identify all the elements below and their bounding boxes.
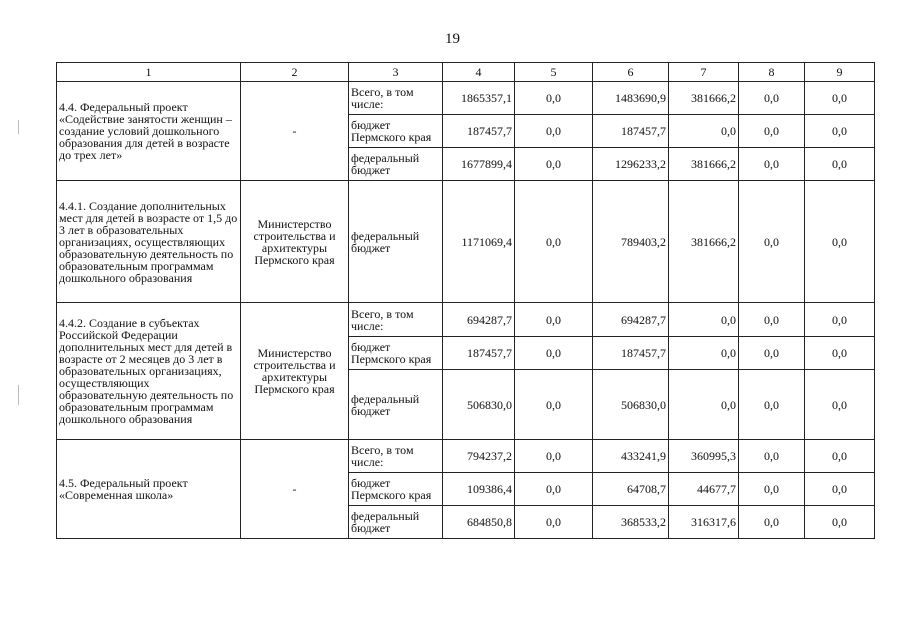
amount-cell: 506830,0 (593, 370, 669, 440)
funding-source-cell: Всего, в том числе: (349, 303, 443, 337)
scan-edge-mark (18, 120, 19, 134)
executor-cell: Министерство строительства и архитектуры Пермского края (241, 181, 349, 303)
amount-cell: 0,0 (515, 440, 593, 473)
amount-total-cell: 109386,4 (443, 473, 515, 506)
amount-cell: 789403,2 (593, 181, 669, 303)
amount-cell: 64708,7 (593, 473, 669, 506)
amount-cell: 0,0 (515, 506, 593, 539)
amount-cell: 187457,7 (593, 337, 669, 370)
amount-cell: 0,0 (805, 115, 875, 148)
table-row (57, 303, 875, 337)
measure-name-cell: 4.5. Федеральный проект «Современная школа» (57, 440, 241, 539)
amount-cell: 381666,2 (669, 82, 739, 115)
amount-cell: 44677,7 (669, 473, 739, 506)
amount-cell: 0,0 (515, 370, 593, 440)
funding-source-cell: федеральный бюджет (349, 370, 443, 440)
amount-cell: 0,0 (805, 303, 875, 337)
amount-total-cell: 1171069,4 (443, 181, 515, 303)
amount-cell: 0,0 (739, 473, 805, 506)
table-row (57, 181, 875, 303)
column-header: 3 (349, 63, 443, 82)
amount-total-cell: 684850,8 (443, 506, 515, 539)
table-row (57, 440, 875, 473)
funding-source-cell: бюджет Пермского края (349, 115, 443, 148)
amount-cell: 0,0 (805, 506, 875, 539)
amount-cell: 433241,9 (593, 440, 669, 473)
amount-cell: 0,0 (669, 115, 739, 148)
page-number: 19 (445, 31, 460, 47)
amount-cell: 381666,2 (669, 181, 739, 303)
measure-name-cell: 4.4. Федеральный проект «Содействие занятости женщин – создание условий дошкольного образования для детей в возрасте до трех лет» (57, 82, 241, 181)
amount-total-cell: 187457,7 (443, 115, 515, 148)
column-header: 1 (57, 63, 241, 82)
executor-cell: Министерство строительства и архитектуры Пермского края (241, 303, 349, 440)
funding-source-cell: Всего, в том числе: (349, 82, 443, 115)
amount-cell: 0,0 (669, 303, 739, 337)
budget-table (56, 62, 875, 539)
amount-cell: 381666,2 (669, 148, 739, 181)
amount-cell: 0,0 (739, 370, 805, 440)
funding-source-cell: бюджет Пермского края (349, 337, 443, 370)
funding-source-cell: федеральный бюджет (349, 181, 443, 303)
amount-cell: 0,0 (739, 506, 805, 539)
amount-cell: 0,0 (739, 115, 805, 148)
amount-cell: 0,0 (805, 337, 875, 370)
column-header: 7 (669, 63, 739, 82)
amount-total-cell: 1865357,1 (443, 82, 515, 115)
amount-total-cell: 506830,0 (443, 370, 515, 440)
amount-total-cell: 794237,2 (443, 440, 515, 473)
amount-cell: 0,0 (515, 337, 593, 370)
funding-source-cell: бюджет Пермского края (349, 473, 443, 506)
amount-cell: 0,0 (805, 82, 875, 115)
amount-cell: 0,0 (805, 440, 875, 473)
amount-cell: 0,0 (515, 148, 593, 181)
amount-cell: 694287,7 (593, 303, 669, 337)
executor-cell: - (241, 82, 349, 181)
column-header: 8 (739, 63, 805, 82)
amount-cell: 0,0 (805, 181, 875, 303)
amount-cell: 368533,2 (593, 506, 669, 539)
amount-cell: 0,0 (739, 303, 805, 337)
scan-edge-mark (18, 385, 19, 405)
amount-cell: 187457,7 (593, 115, 669, 148)
amount-cell: 316317,6 (669, 506, 739, 539)
funding-source-cell: федеральный бюджет (349, 148, 443, 181)
funding-source-cell: федеральный бюджет (349, 506, 443, 539)
column-header: 4 (443, 63, 515, 82)
amount-total-cell: 1677899,4 (443, 148, 515, 181)
amount-cell: 0,0 (669, 337, 739, 370)
column-header: 9 (805, 63, 875, 82)
amount-cell: 1483690,9 (593, 82, 669, 115)
amount-cell: 0,0 (739, 440, 805, 473)
amount-cell: 0,0 (739, 148, 805, 181)
amount-cell: 0,0 (515, 473, 593, 506)
amount-cell: 0,0 (805, 473, 875, 506)
funding-source-cell: Всего, в том числе: (349, 440, 443, 473)
amount-cell: 0,0 (515, 115, 593, 148)
amount-cell: 0,0 (515, 82, 593, 115)
amount-cell: 0,0 (739, 82, 805, 115)
column-number-row (57, 63, 875, 82)
column-header: 2 (241, 63, 349, 82)
amount-cell: 360995,3 (669, 440, 739, 473)
amount-cell: 0,0 (805, 370, 875, 440)
executor-cell: - (241, 440, 349, 539)
amount-cell: 0,0 (739, 181, 805, 303)
amount-cell: 0,0 (515, 303, 593, 337)
amount-cell: 0,0 (515, 181, 593, 303)
column-header: 6 (593, 63, 669, 82)
amount-cell: 1296233,2 (593, 148, 669, 181)
amount-cell: 0,0 (805, 148, 875, 181)
measure-name-cell: 4.4.1. Создание дополнительных мест для детей в возрасте от 1,5 до 3 лет в образовательных организациях, осуществляющих образовательную деятельность по образовательным программам дошкольного образования (57, 181, 241, 303)
amount-total-cell: 187457,7 (443, 337, 515, 370)
measure-name-cell: 4.4.2. Создание в субъектах Российской Федерации дополнительных мест для детей в возрасте от 2 месяцев до 3 лет в образовательных организациях, осуществляющих образовательную деятельность по образовательным программам дошкольного образования (57, 303, 241, 440)
table-row (57, 82, 875, 115)
amount-cell: 0,0 (739, 337, 805, 370)
column-header: 5 (515, 63, 593, 82)
amount-total-cell: 694287,7 (443, 303, 515, 337)
amount-cell: 0,0 (669, 370, 739, 440)
